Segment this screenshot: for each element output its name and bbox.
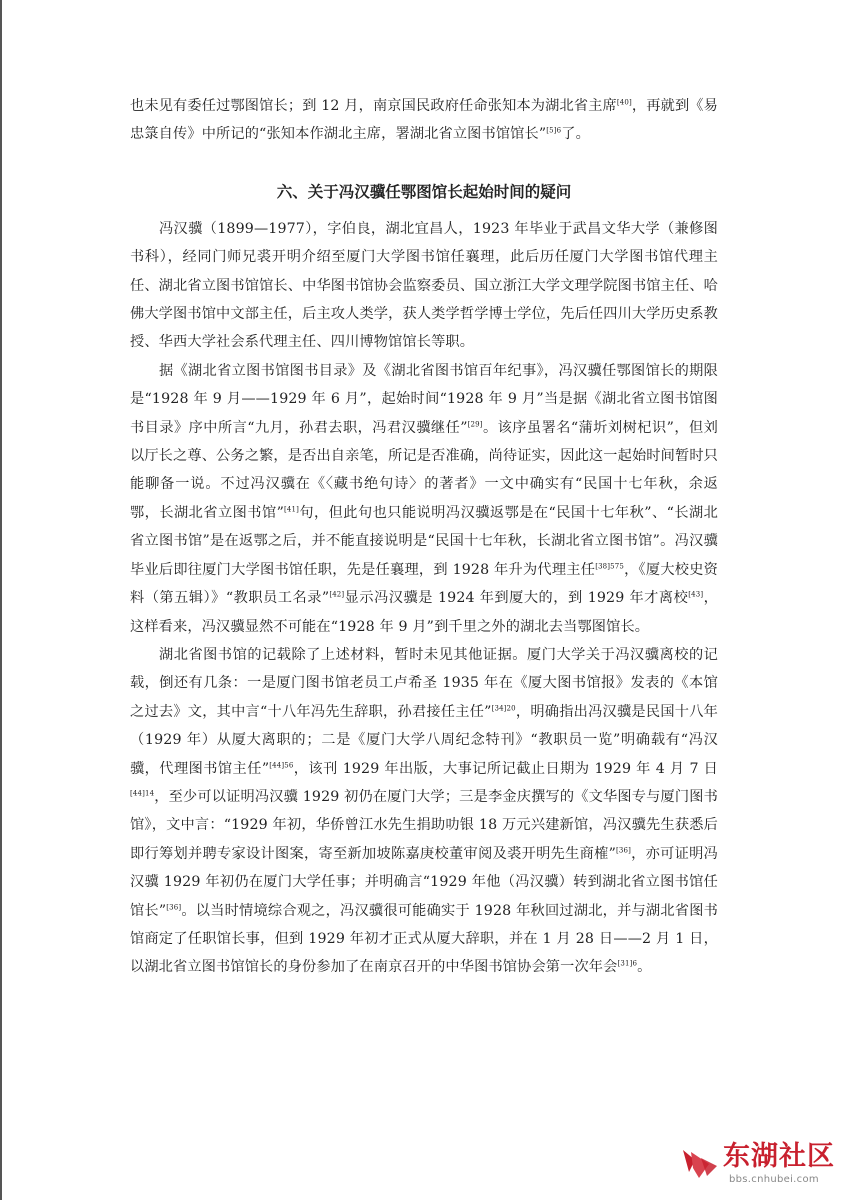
citation: [34]20: [491, 703, 516, 712]
citation: [38]575: [595, 561, 624, 570]
citation: [31]6: [617, 959, 638, 968]
page-border: [0, 0, 2, 1200]
citation: [44]56: [269, 760, 294, 769]
citation: [42]: [329, 590, 345, 599]
paragraph-records: 据《湖北省立图书馆图书目录》及《湖北省图书馆百年纪事》，冯汉骥任鄂图馆长的期限是“1928 年 9 月——1929 年 6 月”，起始时间“1928 年 9 月”当是据《湖北省立图书馆图书目录》序中所言“九月，孙君去职，冯君汉骥继任”[29]。该序虽署名“蒲圻刘树杞识”，但刘以厅长之尊、公务之繁，是否出自亲笔，所记是否准确，尚待证实，因此这一起始时间暂时只能聊备一说。不过冯汉骥在《〈藏书绝句诗〉的著者》一文中确实有“民国十七年秋，余返鄂，长湖北省立图书馆”[41]句，但此句也只能说明冯汉骥返鄂是在“民国十七年秋”、“长湖北省立图书馆”是在返鄂之后，并不能直接说明是“民国十七年秋，长湖北省立图书馆”。冯汉骥毕业后即往厦门大学图书馆任职，先是任襄理，到 1928 年升为代理主任$^{[38]575}$，《厦大校史资料（第五辑）》“教职员工名录”[42]显示冯汉骥是 1924 年到厦大的，到 1929 年才离校[43]，这样看来，冯汉骥显然不可能在“1928 年 9 月”到千里之外的湖北去当鄂图馆长。: [130, 362, 719, 635]
fox-logo-icon: [679, 1142, 719, 1182]
citation: [29]: [467, 419, 483, 428]
section-heading: 六、关于冯汉骥任鄂图馆长起始时间的疑问: [276, 182, 572, 201]
site-watermark: [679, 1140, 839, 1190]
watermark-title: 东湖社区: [723, 1141, 835, 1172]
document-body: [130, 92, 718, 982]
citation: [44]14: [130, 789, 155, 798]
paragraph-evidence: 湖北省图书馆的记载除了上述材料，暂时未见其他证据。厦门大学关于冯汉骥离校的记载，倒还有几条：一是厦门图书馆老员工卢希圣 1935 年在《厦大图书馆报》发表的《本馆之过去》文，其中言“十八年冯先生辞职，孙君接任主任”$^{[34]20}$，明确指出冯汉骥是民国十八年（1929 年）从厦大离职的；二是《厦门大学八周纪念特刊》“教职员一览”明确载有“冯汉骥，代理图书馆主任”$^{[44]56}$，该刊 1929 年出版，大事记所记截止日期为 1929 年 4 月 7 日$^{[44]14}$，至少可以证明冯汉骥 1929 初仍在厦门大学；三是李金庆撰写的《文华图专与厦门图书馆》，文中言：“1929 年初，华侨曾江水先生捐助叻银 18 万元兴建新馆，冯汉骥先生获悉后即行筹划并聘专家设计图案，寄至新加坡陈嘉庚校董审阅及裘开明先生商榷”[36]，亦可证明冯汉骥 1929 年初仍在厦门大学任事；并明确言“1929 年他（冯汉骥）转到湖北省立图书馆任馆长”[36]。以当时情境综合观之，冯汉骥很可能确实于 1928 年秋回过湖北，并与湖北省图书馆商定了任职馆长事，但到 1929 年初才正式从厦大辞职，并在 1 月 28 日——2 月 1 日，以湖北省立图书馆馆长的身份参加了在南京召开的中华图书馆协会第一次年会$^{[31]6}$。: [130, 646, 719, 976]
citation: [43]: [688, 590, 704, 599]
intro-paragraph: 也未见有委任过鄂图馆长；到 12 月，南京国民政府任命张知本为湖北省主席[40]，再就到《易忠箓自传》中所记的“张知本作湖北主席，署湖北省立图书馆馆长”$^{[5]6}$了。: [130, 98, 718, 143]
citation: [36]: [616, 846, 631, 855]
citation: [41]: [284, 505, 299, 514]
citation: [36]: [166, 902, 182, 911]
citation: [40]: [616, 98, 632, 107]
paragraph-biography: 冯汉骥（1899—1977），字伯良，湖北宜昌人，1923 年毕业于武昌文华大学（兼修图书科），经同门师兄裘开明介绍至厦门大学图书馆任襄理，此后历任厦门大学图书馆代理主任、湖北省立图书馆馆长、中华图书馆协会监察委员、国立浙江大学文理学院图书馆主任、哈佛大学图书馆中文部主任，后主攻人类学，获人类学哲学博士学位，先后任四川大学历史系教授、华西大学社会系代理主任、四川博物馆馆长等职。: [130, 220, 718, 351]
citation: [5]6: [546, 126, 562, 135]
watermark-url: bbs.cnhubei.com: [729, 1174, 819, 1185]
